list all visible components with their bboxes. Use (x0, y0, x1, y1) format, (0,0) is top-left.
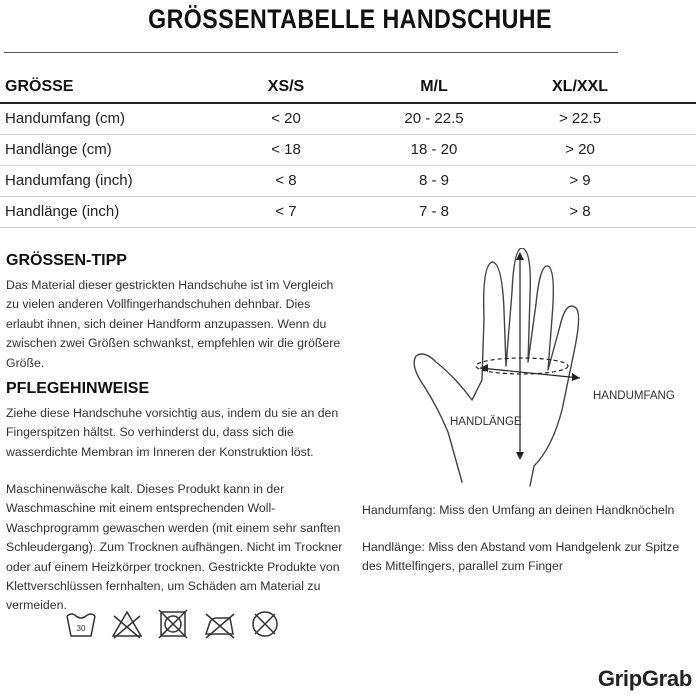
cell-value: > 22.5 (558, 110, 602, 127)
cell-value: 18 - 20 (410, 141, 458, 158)
size-tip-heading: GRÖSSEN-TIPP (6, 252, 127, 269)
hand-outline-icon (400, 248, 700, 492)
care-heading: PFLEGEHINWEISE (6, 380, 150, 397)
measure-circumference-text: Handumfang: Miss den Umfang an deinen Handknöcheln (362, 503, 675, 517)
cell-value: < 8 (275, 172, 297, 189)
cell-value: < 18 (271, 141, 301, 158)
cell-value: > 20 (565, 141, 595, 158)
measure-length-text: Handlänge: Miss den Abstand vom Handgelenk zur Spitze des Mittelfingers, parallel zum Finger (362, 540, 680, 574)
cell-value: < 20 (271, 110, 301, 127)
table-row (0, 166, 696, 197)
row-label: Handumfang (inch) (5, 172, 133, 189)
brand-logo: GripGrab (597, 666, 692, 691)
cell-value: > 8 (569, 203, 591, 220)
size-table (0, 74, 696, 228)
table-row (0, 135, 696, 166)
cell-value: 7 - 8 (418, 203, 450, 220)
care-text-wash: Maschinenwäsche kalt. Dieses Produkt kann in der Waschmaschine mit einem entsprechenden Woll-Waschprogramm gewaschen werden (mit einem sehr sanften Schleudergang). Zum Trocknen aufhängen. Nicht im Trockner oder auf einem Heizkörper trocknen. Gestrickte Produkte von Klettverschlüssen fernhalten, um Schäden am Material zu vermeiden. (6, 482, 343, 613)
header-label: XS/S (267, 78, 305, 95)
cell-value: 20 - 22.5 (404, 110, 464, 127)
no-dry-clean-icon (248, 608, 282, 640)
no-tumble-dry-icon (156, 608, 190, 640)
header-cell (5, 78, 73, 96)
wash-30-icon (64, 608, 98, 640)
page-title: GRÖSSENTABELLE HANDSCHUHE (148, 4, 552, 34)
cell-value: < 7 (275, 203, 297, 220)
cell-value: 8 - 9 (418, 172, 450, 189)
header-label: M/L (420, 78, 448, 95)
size-tip-text: Das Material dieser gestrickten Handschuhe ist im Vergleich zu vielen anderen Vollfingerhandschuhen dehnbar. Dies erlaubt ihnen, sich deiner Handform anzupassen. Wenn du zwischen zwei Größen schwankst, empfehlen wir die größere Größe. (6, 278, 341, 370)
table-header-row (0, 74, 696, 104)
table-row (0, 104, 696, 135)
row-label: Handumfang (cm) (5, 110, 126, 127)
care-text-remove: Ziehe diese Handschuhe vorsichtig aus, indem du sie an den Fingerspitzen hältst. So verhinderst du, dass sich die wasserdichte Membran im Inneren der Konstruktion löst. (6, 406, 339, 459)
table-row (0, 197, 696, 228)
hand-diagram (400, 248, 700, 492)
circumference-label: HANDUMFANG (593, 390, 675, 402)
cell-value: > 9 (569, 172, 591, 189)
no-bleach-icon (110, 608, 144, 640)
header-label: XL/XXL (551, 78, 609, 95)
no-iron-icon (202, 608, 238, 640)
title-divider (4, 52, 618, 53)
header-label: GRÖSSE (5, 78, 74, 95)
wash-temp: 30 (76, 624, 86, 633)
length-label: HANDLÄNGE (450, 416, 522, 428)
row-label: Handlänge (cm) (5, 141, 112, 158)
care-symbols (64, 608, 284, 642)
row-label: Handlänge (inch) (5, 203, 120, 220)
